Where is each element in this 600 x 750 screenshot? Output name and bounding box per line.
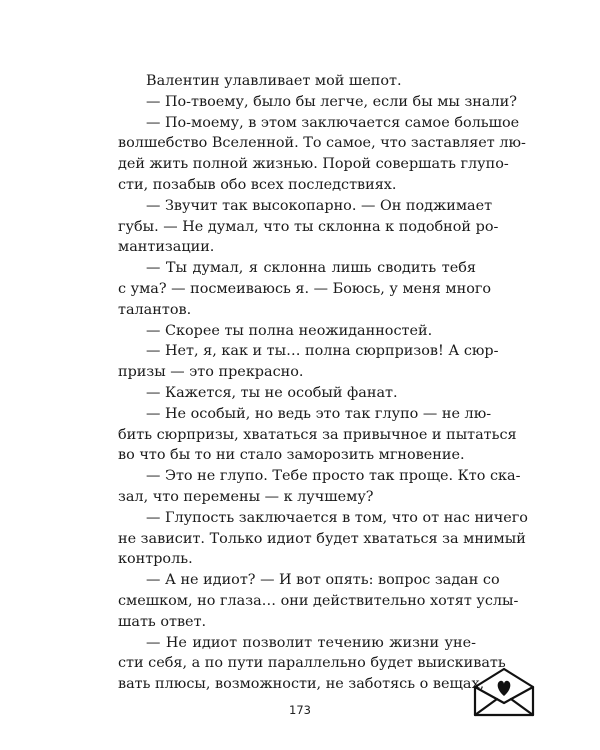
- text-line: — А не идиот? — И вот опять: вопрос задан со: [146, 572, 500, 589]
- text-line: — Звучит так высокопарно. — Он поджимает: [146, 197, 493, 214]
- text-line: — Не идиот позволит течению жизни унe-: [146, 634, 476, 651]
- page-number: 173: [289, 703, 311, 717]
- text-line: — Скорее ты полна неожиданностей.: [146, 322, 433, 339]
- text-line: призы — это прекрасно.: [118, 364, 304, 381]
- text-line: во что бы то ни стало заморозить мгновение.: [118, 447, 465, 464]
- text-line: сти себя, а по пути параллельно будет выискивать: [118, 655, 506, 672]
- text-line: не зависит. Только идиот будет хвататься за мнимый: [118, 530, 526, 547]
- text-line: смешком, но глаза… они действительно хотят услы-: [118, 592, 519, 609]
- text-line: — Нет, я, как и ты… полна сюрпризов! А сюр-: [146, 343, 499, 360]
- text-line: — Не особый, но ведь это так глупо — не лю-: [146, 405, 492, 422]
- text-line: — Глупость заключается в том, что от нас ничего: [146, 509, 528, 526]
- text-line: талантов.: [118, 301, 192, 318]
- text-line: — По-твоему, было бы легче, если бы мы знали?: [146, 93, 517, 110]
- envelope-heart-icon: [469, 665, 539, 721]
- text-line: — Кажется, ты не особый фанат.: [146, 384, 398, 401]
- body-text: [118, 71, 528, 695]
- text-line: мантизации.: [118, 239, 215, 256]
- text-line: волшебство Вселенной. То самое, что заставляет лю-: [118, 135, 526, 152]
- text-line: бить сюрпризы, хвататься за привычное и пытаться: [118, 426, 517, 443]
- text-line: — Это не глупо. Тебе просто так проще. Кто ска-: [146, 468, 521, 485]
- text-line: шать ответ.: [118, 613, 207, 630]
- text-line: — Ты думал, я склонна лишь сводить тебя: [146, 260, 476, 277]
- text-line: с ума? — посмеиваюсь я. — Боюсь, у меня много: [118, 280, 492, 297]
- text-line: вать плюсы, возможности, не заботясь о вещах,: [118, 676, 485, 693]
- text-line: дей жить полной жизнью. Порой совершать глупо-: [118, 156, 509, 173]
- text-line: Валентин улавливает мой шепот.: [146, 73, 402, 89]
- text-line: губы. — Не думал, что ты склонна к подобной ро-: [118, 218, 499, 235]
- text-line: сти, позабыв обо всех последствиях.: [118, 176, 397, 193]
- text-line: контроль.: [118, 551, 193, 568]
- text-line: зал, что перемены — к лучшему?: [118, 488, 374, 505]
- text-line: — По-моему, в этом заключается самое большое: [146, 114, 520, 131]
